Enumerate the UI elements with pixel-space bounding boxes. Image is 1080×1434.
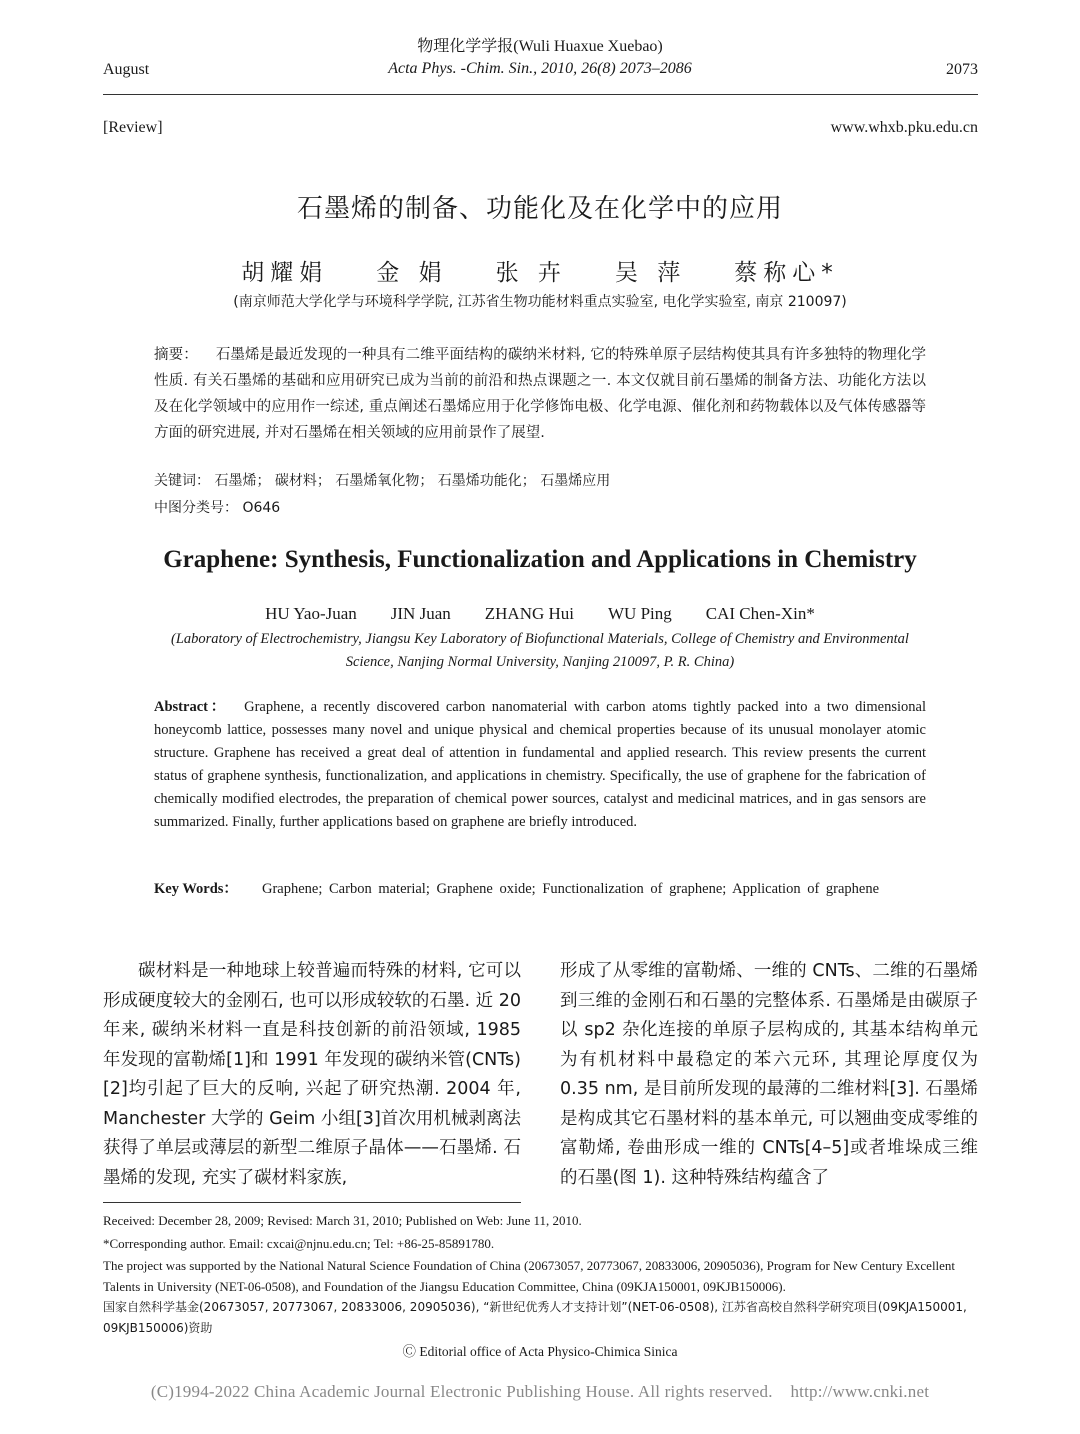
- header-rule: [103, 94, 978, 95]
- body-left-column: 碳材料是一种地球上较普遍而特殊的材料, 它可以形成硬度较大的金刚石, 也可以形成较软的石墨. 近 20 年来, 碳纳米材料一直是科技创新的前沿领域, 1985 年发现的富勒烯[1]和 1991 年发现的碳纳米管(CNTs)[2]均引起了巨大的反响, 兴起了研究热潮. 2004 年, Manchester 大学的 Geim 小组[3]首次用机械剥离法获得了单层或薄层的新型二维原子晶体——石墨烯. 石墨烯的发现, 充实了碳材料家族,: [103, 961, 521, 1188]
- cn-class-code: O646: [242, 500, 281, 516]
- page-number: 2073: [946, 61, 978, 78]
- cn-keywords-block: [154, 468, 926, 522]
- copyright-notice: Ⓒ Editorial office of Acta Physico-Chimica Sinica: [402, 1344, 678, 1359]
- body-right-column: 形成了从零维的富勒烯、一维的 CNTs、二维的石墨烯到三维的金刚石和石墨的完整体系. 石墨烯是由碳原子以 sp2 杂化连接的单原子层构成的, 其基本结构单元为有机材料中最稳定的苯六元环, 其理论厚度仅为 0.35 nm, 是目前所发现的最薄的二维材料[3]. 石墨烯是构成其它石墨材料的基本单元, 可以翘曲变成零维的富勒烯, 卷曲形成一维的 CNTs[4–5]或者堆垛成三维的石墨(图 1). 这种特殊结构蕴含了: [560, 961, 978, 1188]
- en-abstract: [154, 696, 926, 834]
- citation: Acta Phys. -Chim. Sin., 2010, 26(8) 2073–2086: [388, 60, 692, 77]
- cn-abstract-text: 石墨烯是最近发现的一种具有二维平面结构的碳纳米材料, 它的特殊单原子层结构使其具有许多独特的物理化学性质. 有关石墨烯的基础和应用研究已成为当前的前沿和热点课题之一. 本文仅就目前石墨烯的制备方法、功能化方法以及在化学领域中的应用作一综述, 重点阐述石墨烯应用于化学修饰电极、化学电源、催化剂和药物载体以及气体传感器等方面的研究进展, 并对石墨烯在相关领域的应用前景作了展望.: [154, 347, 926, 441]
- cn-keywords-label: 关键词：: [154, 473, 210, 489]
- cn-affiliation: (南京师范大学化学与环境科学学院, 江苏省生物功能材料重点实验室, 电化学实验室, 南京 210097): [233, 294, 847, 310]
- en-keywords-block: [154, 878, 926, 900]
- header-month: August: [103, 61, 150, 78]
- cn-abstract: [154, 342, 926, 446]
- cnki-watermark: (C)1994-2022 China Academic Journal Electronic Publishing House. All rights reserved. http://www.cnki.net: [150, 1382, 930, 1401]
- en-author: ZHANG Hui: [484, 604, 574, 623]
- en-author: WU Ping: [608, 604, 672, 623]
- en-affiliation: (Laboratory of Electrochemistry, Jiangsu Key Laboratory of Biofunctional Materials, College of Chemistry and Environmental Science, Nanjing Normal University, Nanjing 210097, P. R. China): [171, 631, 909, 670]
- en-keywords: Graphene; Carbon material; Graphene oxide; Functionalization of graphene; Application of graphene: [262, 881, 880, 897]
- footnote-funding-en: The project was supported by the National Natural Science Foundation of China (20673057, 20773067, 20833006, 20905036), Program for New Century Excellent Talents in University (NET-06-0508), and Foundation of the Jiangsu Education Committee, China (09KJA150001, 09KJB150006).: [103, 1258, 956, 1294]
- cn-author: 张 卉: [495, 260, 567, 286]
- footnote-funding-cn: 国家自然科学基金(20673057, 20773067, 20833006, 20905036), “新世纪优秀人才支持计划”(NET-06-0508), 江苏省高校自然科学研究项目(09KJA150001, 09KJB150006)资助: [103, 1300, 967, 1335]
- article-type: [Review]: [103, 119, 163, 136]
- en-abstract-label: Abstract：: [154, 699, 229, 715]
- cn-class-label: 中图分类号：: [154, 500, 238, 516]
- footnote-corresponding: *Corresponding author. Email: cxcai@njnu.edu.cn; Tel: +86-25-85891780.: [103, 1236, 495, 1251]
- en-author: HU Yao-Juan: [265, 604, 357, 623]
- cn-author: 蔡称心*: [734, 260, 839, 286]
- cn-keywords: 石墨烯； 碳材料； 石墨烯氧化物； 石墨烯功能化； 石墨烯应用: [214, 473, 611, 489]
- cn-author: 胡耀娟: [241, 260, 329, 286]
- cn-author: 吴 萍: [614, 260, 687, 286]
- cn-title: 石墨烯的制备、功能化及在化学中的应用: [296, 194, 783, 224]
- footnote-rule: [103, 1202, 521, 1203]
- journal-name: 物理化学学报(Wuli Huaxue Xuebao): [417, 38, 663, 55]
- cn-author: 金 娟: [376, 260, 448, 286]
- en-keywords-label: Key Words：: [154, 881, 238, 897]
- en-author: CAI Chen-Xin*: [705, 604, 815, 623]
- cn-author-list: [0, 254, 1080, 287]
- cn-abstract-label: 摘要：: [154, 347, 198, 363]
- journal-website[interactable]: www.whxb.pku.edu.cn: [830, 119, 978, 136]
- en-abstract-text: Graphene, a recently discovered carbon nanomaterial with carbon atoms tightly packed into a two dimensional honeycomb lattice, possesses many novel and unique physical and chemical properties because of its unusual monolayer atomic structure. Graphene has received a great deal of attention in fundamental and applied research. This review presents the current status of graphene synthesis, functionalization, and applications in chemistry. Specifically, the use of graphene for the fabrication of chemically modified electrodes, the preparation of chemical power sources, catalyst and medicinal matrices, and in gas sensors are summarized. Finally, further applications based on graphene are briefly introduced.: [154, 699, 926, 830]
- footnote-received: Received: December 28, 2009; Revised: March 31, 2010; Published on Web: June 11, 2010.: [103, 1213, 582, 1228]
- en-author: JIN Juan: [390, 604, 451, 623]
- en-title: Graphene: Synthesis, Functionalization and Applications in Chemistry: [163, 546, 917, 573]
- en-author-list: [0, 604, 1080, 624]
